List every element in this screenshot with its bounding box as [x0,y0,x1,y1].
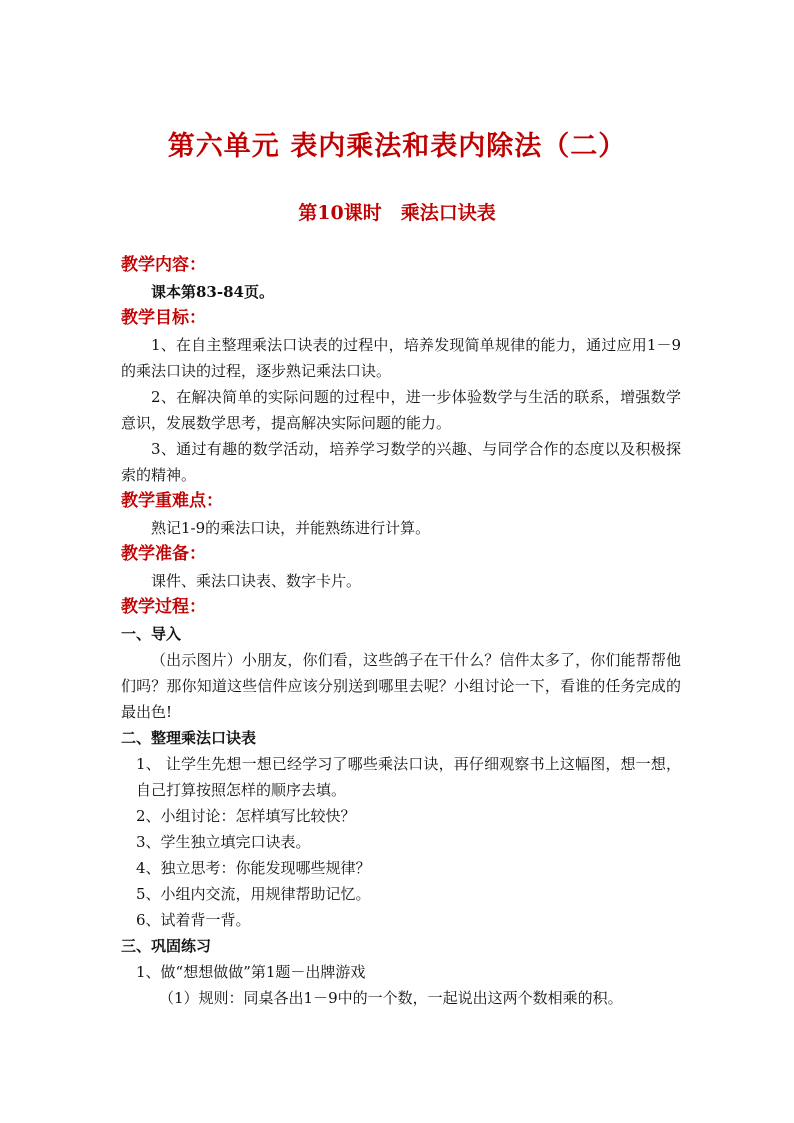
organize-item-5: 5、小组内交流，用规律帮助记忆。 [136,885,371,903]
heading-process: 教学过程： [121,597,206,617]
prep-text: 课件、乘法口诀表、数字卡片。 [151,572,362,590]
goal-item-3: 3、通过有趣的数学活动，培养学习数学的兴趣、与同学合作的态度以及积极探索的精神。 [121,440,681,484]
practice-rule: （1）规则：同桌各出1－9中的一个数，一起说出这两个数相乘的积。 [159,989,623,1007]
organize-title: 二、整理乘法口诀表 [121,729,257,747]
organize-item-4: 4、独立思考：你能发现哪些规律？ [136,859,371,877]
lesson-title: 第10课时 乘法口诀表 [298,202,496,224]
organize-item-6: 6、试着背一背。 [136,911,251,929]
organize-item-2: 2、小组讨论：怎样填写比较快？ [136,807,356,825]
content-text: 课本第83-84页。 [151,283,274,301]
heading-prep: 教学准备： [121,544,206,564]
unit-title: 第六单元 表内乘法和表内除法（二） [167,131,627,162]
heading-goals: 教学目标： [121,308,206,328]
intro-title: 一、导入 [121,625,182,643]
goal-item-2: 2、在解决简单的实际问题的过程中，进一步体验数学与生活的联系，增强数学意识，发展数学思考，提高解决实际问题的能力。 [121,388,681,432]
heading-keypoints: 教学重难点： [121,491,223,511]
document-body [121,252,681,1011]
practice-title: 三、巩固练习 [121,937,212,955]
keypoints-text: 熟记1-9的乘法口诀，并能熟练进行计算。 [151,519,431,537]
organize-item-3: 3、学生独立填完口诀表。 [136,833,311,851]
goal-item-1: 1、在自主整理乘法口诀表的过程中，培养发现简单规律的能力，通过应用1－9的乘法口诀的过程，逐步熟记乘法口诀。 [121,336,681,380]
organize-item-1: 1、 让学生先想一想已经学习了哪些乘法口诀，再仔细观察书上这幅图，想一想，自己打算按照怎样的顺序去填。 [136,755,681,799]
heading-content: 教学内容： [121,255,206,275]
practice-item-1: 1、做“想想做做”第1题－出牌游戏 [136,963,366,981]
intro-text: （出示图片）小朋友，你们看，这些鸽子在干什么？信件太多了，你们能帮帮他们吗？那你知道这些信件应该分别送到哪里去呢？小组讨论一下，看谁的任务完成的最出色! [121,651,681,721]
